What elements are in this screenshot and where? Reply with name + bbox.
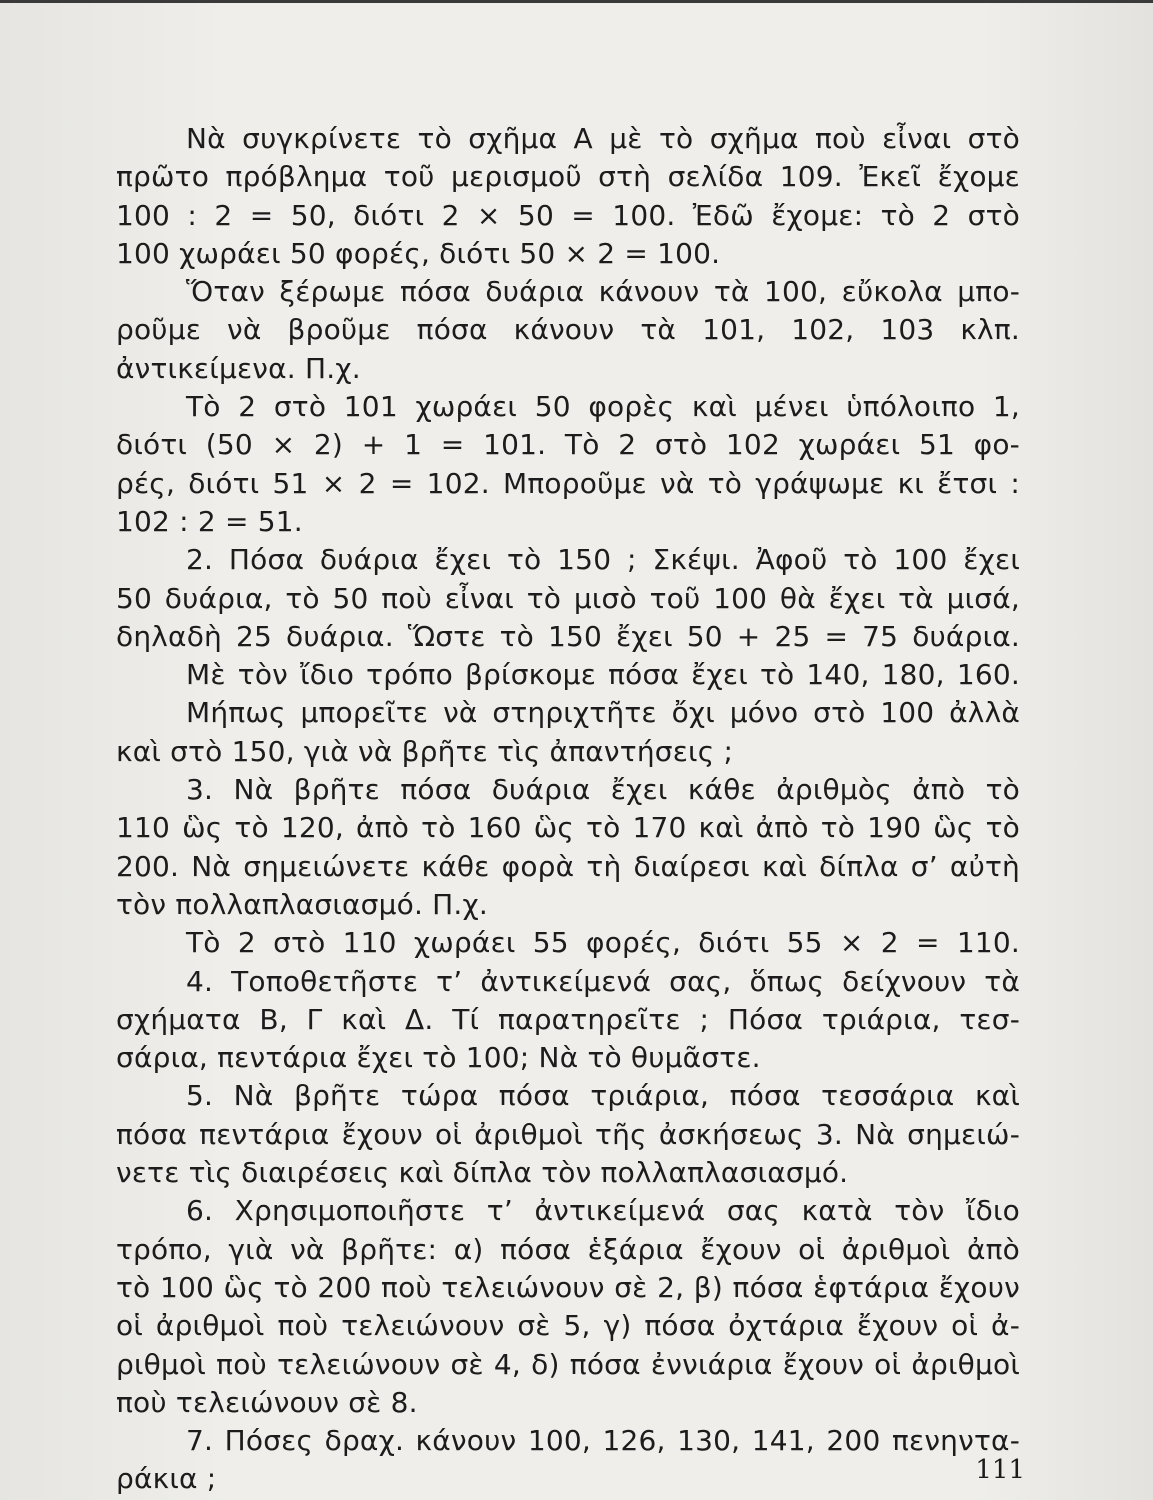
text-line: 200. Νὰ σημειώνετε κάθε φορὰ τὴ διαίρεσι καὶ δίπλα σ’ αὐτὴ <box>116 849 1020 883</box>
text-line: Τὸ 2 στὸ 101 χωράει 50 φορὲς καὶ μένει ὑπόλοιπο 1, <box>186 390 1020 424</box>
text-line: Μήπως μπορεῖτε νὰ στηριχτῆτε ὄχι μόνο στὸ 100 ἀλλὰ <box>186 696 1020 730</box>
text-line: Νὰ συγκρίνετε τὸ σχῆμα Α μὲ τὸ σχῆμα ποὺ εἶναι στὸ <box>186 122 1020 155</box>
text-line: τὸν πολλαπλασιασμό. Π.χ. <box>116 887 488 921</box>
body-text <box>116 120 1020 1499</box>
text-line: 110 ὣς τὸ 120, ἀπὸ τὸ 160 ὣς τὸ 170 καὶ ἀπὸ τὸ 190 ὣς τὸ <box>116 811 1020 845</box>
text-line: Τὸ 2 στὸ 110 χωράει 55 φορές, διότι 55 × 2 = 110. <box>186 926 1020 960</box>
text-line: σάρια, πεντάρια ἔχει τὸ 100; Νὰ τὸ θυμᾶστε. <box>116 1041 761 1075</box>
text-line: 102 : 2 = 51. <box>116 504 303 538</box>
page-number: 111 <box>975 1455 1025 1485</box>
text-line: Μὲ τὸν ἴδιο τρόπο βρίσκομε πόσα ἔχει τὸ 140, 180, 160. <box>186 658 1020 692</box>
text-line: καὶ στὸ 150, γιὰ νὰ βρῆτε τὶς ἀπαντήσεις ; <box>116 734 734 768</box>
text-line: ροῦμε νὰ βροῦμε πόσα κάνουν τὰ 101, 102, 103 κλπ. <box>116 313 1020 347</box>
text-line: διότι (50 × 2) + 1 = 101. Τὸ 2 στὸ 102 χωράει 51 φο- <box>116 428 1020 462</box>
text-line: 4. Τοποθετῆστε τ’ ἀντικείμενά σας, ὅπως δείχνουν τὰ <box>186 964 1020 998</box>
text-line: ἀντικείμενα. Π.χ. <box>116 351 361 385</box>
text-line: 50 δυάρια, τὸ 50 ποὺ εἶναι τὸ μισὸ τοῦ 100 θὰ ἔχει τὰ μισά, <box>116 581 1020 615</box>
text-line: ποὺ τελειώνουν σὲ 8. <box>116 1385 418 1419</box>
text-line: νετε τὶς διαιρέσεις καὶ δίπλα τὸν πολλαπλασιασμό. <box>116 1156 849 1190</box>
text-line: ριθμοὶ ποὺ τελειώνουν σὲ 4, δ) πόσα ἐννιάρια ἔχουν οἱ ἀριθμοὶ <box>116 1347 1020 1381</box>
text-line: σχήματα Β, Γ καὶ Δ. Τί παρατηρεῖτε ; Πόσα τριάρια, τεσ- <box>116 1002 1020 1036</box>
text-line: δηλαδὴ 25 δυάρια. Ὥστε τὸ 150 ἔχει 50 + 25 = 75 δυάρια. <box>116 619 1020 653</box>
text-line: 5. Νὰ βρῆτε τώρα πόσα τριάρια, πόσα τεσσάρια καὶ <box>186 1079 1020 1113</box>
page-top-edge <box>0 0 1153 3</box>
text-line: τὸ 100 ὣς τὸ 200 ποὺ τελειώνουν σὲ 2, β) πόσα ἑφτάρια ἔχουν <box>116 1270 1020 1304</box>
text-line: πρῶτο πρόβλημα τοῦ μερισμοῦ στὴ σελίδα 109. Ἐκεῖ ἔχομε <box>116 160 1020 194</box>
text-line: 2. Πόσα δυάρια ἔχει τὸ 150 ; Σκέψι. Ἀφοῦ τὸ 100 ἔχει <box>186 543 1020 577</box>
text-line: 6. Χρησιμοποιῆστε τ’ ἀντικείμενά σας κατὰ τὸν ἴδιο <box>186 1194 1020 1228</box>
text-line: οἱ ἀριθμοὶ ποὺ τελειώνουν σὲ 5, γ) πόσα ὀχτάρια ἔχουν οἱ ἀ- <box>116 1309 1020 1343</box>
text-line: 100 χωράει 50 φορές, διότι 50 × 2 = 100. <box>116 236 721 270</box>
text-line: 3. Νὰ βρῆτε πόσα δυάρια ἔχει κάθε ἀριθμὸς ἀπὸ τὸ <box>186 773 1020 807</box>
text-line: Ὅταν ξέρωμε πόσα δυάρια κάνουν τὰ 100, εὔκολα μπο- <box>186 275 1020 309</box>
text-line: πόσα πεντάρια ἔχουν οἱ ἀριθμοὶ τῆς ἀσκήσεως 3. Νὰ σημειώ- <box>116 1117 1020 1151</box>
text-line: ρές, διότι 51 × 2 = 102. Μποροῦμε νὰ τὸ γράψωμε κι ἔτσι : <box>116 466 1020 500</box>
text-line: ράκια ; <box>116 1462 217 1496</box>
text-line: 100 : 2 = 50, διότι 2 × 50 = 100. Ἐδῶ ἔχομε: τὸ 2 στὸ <box>116 198 1020 232</box>
text-line: τρόπο, γιὰ νὰ βρῆτε: α) πόσα ἑξάρια ἔχουν οἱ ἀριθμοὶ ἀπὸ <box>116 1232 1020 1266</box>
text-line: 7. Πόσες δραχ. κάνουν 100, 126, 130, 141, 200 πενηντα- <box>186 1424 1020 1458</box>
